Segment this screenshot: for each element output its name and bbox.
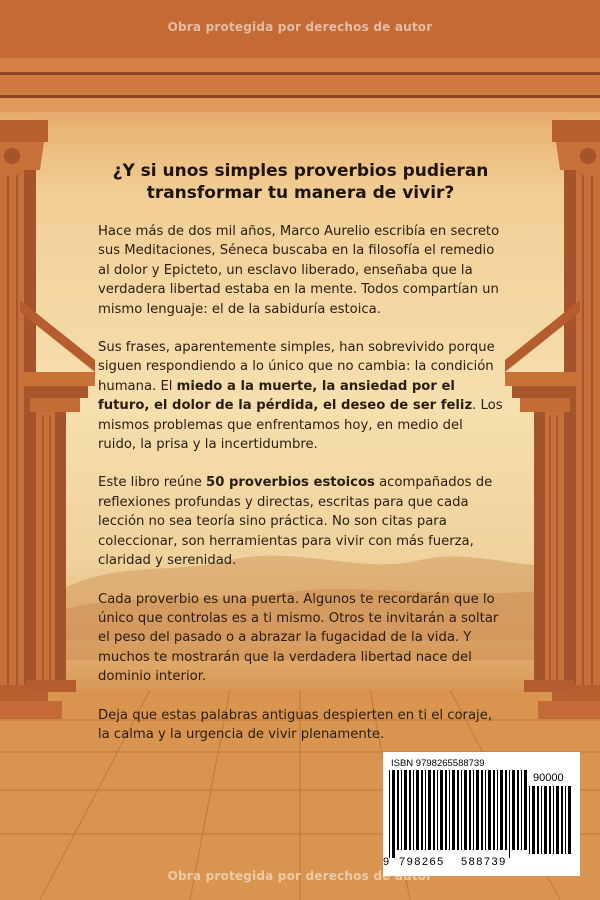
- barcode-bar: [481, 770, 483, 850]
- barcode-bar: [553, 786, 554, 854]
- headline: ¿Y si unos simples proverbios pudieran transformar tu manera de vivir?: [112, 161, 489, 203]
- barcode-bar: [445, 770, 447, 850]
- barcode-bar: [488, 770, 491, 850]
- price-code: 90000: [533, 772, 564, 784]
- paragraph-intro: Hace más de dos mil años, Marco Aurelio escribía en secreto sus Meditaciones, Séneca buscaba en la filosofía el remedio al dolor y Epicteto, un esclavo liberado, enseñaba que la verdadera libertad estaba en la mente. Todos compartían un mismo lenguaje: el de la sabiduría estoica.: [98, 224, 500, 317]
- barcode-bar: [392, 770, 395, 858]
- barcode-bar: [404, 770, 407, 850]
- barcode-bars-main: [389, 770, 529, 858]
- barcode-bar: [389, 770, 390, 858]
- barcode-bar: [416, 770, 419, 850]
- barcode-bar: [437, 770, 438, 850]
- barcode-bar: [461, 770, 462, 850]
- paragraph-closing: Deja que estas palabras antiguas despierten en ti el coraje, la calma y la urgencia de vivir plenamente.: [98, 707, 493, 742]
- barcode-bar: [565, 786, 566, 854]
- barcode-bar: [473, 770, 474, 850]
- ean-digit-first: 9: [383, 856, 390, 868]
- barcode-bar: [532, 786, 535, 854]
- barcode-bar: [509, 770, 510, 858]
- watermark-top: Obra protegida por derechos de autor: [167, 20, 433, 34]
- ean-digit-group2: 588739: [461, 856, 507, 868]
- barcode-bar: [541, 786, 542, 854]
- barcode-bar: [428, 770, 431, 850]
- barcode-bar: [497, 770, 498, 850]
- highlight-proverb-count: 50 proverbios estoicos: [206, 475, 375, 491]
- barcode-bar: [476, 770, 479, 850]
- barcode-bar: [452, 770, 455, 850]
- barcode-bar: [505, 770, 507, 850]
- highlight-fears: miedo a la muerte, la ansiedad por el futuro, el dolor de la pérdida, el deseo de ser feliz: [98, 378, 473, 414]
- barcode-bar: [537, 786, 539, 854]
- watermark-bottom: Obra protegida por derechos de autor: [167, 869, 433, 883]
- isbn-barcode: [383, 752, 580, 876]
- paragraph-human-condition: Sus frases, aparentemente simples, han sobrevivido porque siguen respondiendo a lo único que no cambia: la condición humana. El miedo a la muerte, la ansiedad por el futuro, el dolor de la pérdida, el deseo de ser feliz. Los mismos problemas que enfrentamos hoy, en medio del ruido, la prisa y la incertidumbre.: [98, 340, 503, 453]
- barcode-bar: [485, 770, 486, 850]
- barcode-bar: [401, 770, 402, 850]
- barcode-bar: [457, 770, 459, 850]
- barcode-bar: [409, 770, 411, 850]
- barcode-bar: [524, 770, 527, 850]
- barcode-bar: [425, 770, 426, 850]
- barcode-bar: [556, 786, 559, 854]
- ean-digit-group1: 798265: [399, 856, 445, 868]
- barcode-bar: [529, 786, 530, 854]
- barcode-bar: [397, 770, 399, 850]
- barcode-bar: [464, 770, 467, 850]
- barcode-bar: [512, 770, 515, 850]
- barcode-bar: [493, 770, 495, 850]
- barcode-bar: [433, 770, 435, 850]
- back-cover-text: [98, 160, 503, 763]
- barcode-bar: [549, 786, 551, 854]
- isbn-label: ISBN 9798265588739: [391, 758, 485, 769]
- barcode-bar: [521, 770, 522, 850]
- barcode-bar: [500, 770, 503, 850]
- barcode-bars-addon: [529, 786, 575, 862]
- barcode-bar: [561, 786, 563, 854]
- barcode-bar: [449, 770, 450, 850]
- barcode-bar: [440, 770, 443, 850]
- barcode-bar: [469, 770, 471, 850]
- barcode-bar: [544, 786, 547, 854]
- barcode-bar: [413, 770, 414, 850]
- barcode-bar: [421, 770, 423, 850]
- barcode-bar: [568, 786, 571, 854]
- paragraph-book-content: Este libro reúne 50 proverbios estoicos acompañados de reflexiones profundas y directas, escritas para que cada lección no sea teoría sino práctica. No son citas para coleccionar, son herramientas para vivir con más fuerza, claridad y serenidad.: [98, 475, 493, 569]
- barcode-bar: [517, 770, 519, 850]
- paragraph-door: Cada proverbio es una puerta. Algunos te recordarán que lo único que controlas es a ti mismo. Otros te invitarán a soltar el peso del pasado o a abrazar la fugacidad de la vida. Y muchos te mostrarán que la verdadera libertad nace del dominio interior.: [98, 591, 499, 685]
